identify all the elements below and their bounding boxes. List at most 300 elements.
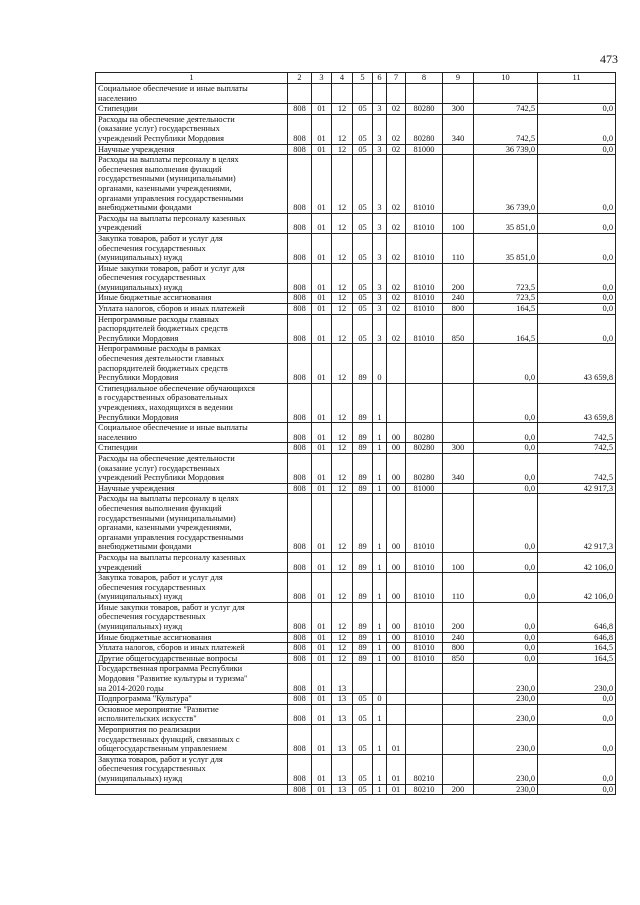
row-name: Подпрограмма "Культура" bbox=[96, 694, 288, 705]
cell-col-4: 13 bbox=[332, 784, 353, 795]
cell-col-7: 00 bbox=[387, 653, 406, 664]
cell-col-2: 808 bbox=[288, 643, 312, 654]
table-row bbox=[96, 725, 616, 755]
column-header-7: 7 bbox=[387, 73, 406, 84]
cell-col-3: 01 bbox=[312, 602, 332, 632]
table-row bbox=[96, 84, 616, 104]
cell-col-10: 35 851,0 bbox=[474, 213, 538, 233]
cell-col-4: 12 bbox=[332, 114, 353, 144]
cell-col-3: 01 bbox=[312, 383, 332, 422]
cell-col-7: 00 bbox=[387, 552, 406, 572]
cell-col-8: 81010 bbox=[406, 552, 443, 572]
cell-col-10: 230,0 bbox=[474, 784, 538, 795]
cell-col-2: 808 bbox=[288, 144, 312, 155]
cell-col-11: 742,5 bbox=[538, 453, 616, 483]
cell-col-3: 01 bbox=[312, 573, 332, 603]
cell-col-4: 12 bbox=[332, 213, 353, 233]
cell-col-9: 850 bbox=[443, 653, 474, 664]
cell-col-2: 808 bbox=[288, 383, 312, 422]
cell-col-10: 0,0 bbox=[474, 602, 538, 632]
cell-col-7: 00 bbox=[387, 443, 406, 454]
cell-col-7 bbox=[387, 344, 406, 383]
cell-col-10: 0,0 bbox=[474, 573, 538, 603]
cell-col-9 bbox=[443, 664, 474, 694]
column-header-4: 4 bbox=[332, 73, 353, 84]
cell-col-8: 81010 bbox=[406, 632, 443, 643]
cell-col-4: 12 bbox=[332, 104, 353, 115]
cell-col-7: 01 bbox=[387, 754, 406, 784]
cell-col-8 bbox=[406, 84, 443, 104]
cell-col-7: 02 bbox=[387, 104, 406, 115]
cell-col-10: 0,0 bbox=[474, 423, 538, 443]
cell-col-2: 808 bbox=[288, 653, 312, 664]
row-name: Стипендии bbox=[96, 443, 288, 454]
row-name: Социальное обеспечение и иные выплаты населению bbox=[96, 84, 288, 104]
cell-col-8: 81010 bbox=[406, 494, 443, 553]
cell-col-4: 12 bbox=[332, 602, 353, 632]
cell-col-10: 230,0 bbox=[474, 664, 538, 694]
cell-col-7: 01 bbox=[387, 784, 406, 795]
cell-col-5: 05 bbox=[353, 694, 373, 705]
column-header-9: 9 bbox=[443, 73, 474, 84]
cell-col-6: 3 bbox=[373, 263, 387, 293]
row-name: Расходы на выплаты персоналу в целях обеспечения выполнения функций государственными (муниципальными) органами, казенными учреждениями, органами управления государственными внебюджетными фондами bbox=[96, 494, 288, 553]
cell-col-8: 81010 bbox=[406, 263, 443, 293]
cell-col-11: 0,0 bbox=[538, 104, 616, 115]
cell-col-2: 808 bbox=[288, 263, 312, 293]
cell-col-3: 01 bbox=[312, 144, 332, 155]
cell-col-5: 89 bbox=[353, 483, 373, 494]
cell-col-7: 00 bbox=[387, 453, 406, 483]
table-row bbox=[96, 483, 616, 494]
cell-col-4: 12 bbox=[332, 233, 353, 263]
cell-col-4: 12 bbox=[332, 453, 353, 483]
row-name: Расходы на выплаты персоналу казенных учреждений bbox=[96, 552, 288, 572]
cell-col-11: 42 917,3 bbox=[538, 483, 616, 494]
cell-col-9: 300 bbox=[443, 443, 474, 454]
cell-col-11: 230,0 bbox=[538, 664, 616, 694]
cell-col-4: 13 bbox=[332, 725, 353, 755]
cell-col-11: 0,0 bbox=[538, 304, 616, 315]
cell-col-7 bbox=[387, 84, 406, 104]
column-header-8: 8 bbox=[406, 73, 443, 84]
cell-col-9: 240 bbox=[443, 293, 474, 304]
cell-col-8: 81000 bbox=[406, 144, 443, 155]
cell-col-4: 13 bbox=[332, 704, 353, 724]
row-name: Социальное обеспечение и иные выплаты населению bbox=[96, 423, 288, 443]
cell-col-11: 0,0 bbox=[538, 213, 616, 233]
cell-col-3: 01 bbox=[312, 443, 332, 454]
cell-col-9 bbox=[443, 144, 474, 155]
cell-col-6: 1 bbox=[373, 423, 387, 443]
cell-col-11: 164,5 bbox=[538, 643, 616, 654]
cell-col-10: 0,0 bbox=[474, 552, 538, 572]
cell-col-11: 0,0 bbox=[538, 694, 616, 705]
row-name: Непрограммные расходы в рамках обеспечения деятельности главных распорядителей бюджетных средств Республики Мордовия bbox=[96, 344, 288, 383]
cell-col-5: 05 bbox=[353, 144, 373, 155]
table-row bbox=[96, 754, 616, 784]
cell-col-9 bbox=[443, 423, 474, 443]
cell-col-5: 05 bbox=[353, 104, 373, 115]
cell-col-4: 12 bbox=[332, 643, 353, 654]
cell-col-5: 05 bbox=[353, 314, 373, 344]
cell-col-11: 0,0 bbox=[538, 114, 616, 144]
table-row bbox=[96, 304, 616, 315]
cell-col-3: 01 bbox=[312, 155, 332, 214]
cell-col-6: 1 bbox=[373, 453, 387, 483]
cell-col-9: 200 bbox=[443, 263, 474, 293]
cell-col-2: 808 bbox=[288, 664, 312, 694]
cell-col-11: 0,0 bbox=[538, 314, 616, 344]
cell-col-2: 808 bbox=[288, 632, 312, 643]
cell-col-6: 0 bbox=[373, 344, 387, 383]
cell-col-8: 81010 bbox=[406, 293, 443, 304]
cell-col-2: 808 bbox=[288, 443, 312, 454]
cell-col-5: 89 bbox=[353, 602, 373, 632]
cell-col-9 bbox=[443, 383, 474, 422]
table-row bbox=[96, 643, 616, 654]
cell-col-7: 00 bbox=[387, 573, 406, 603]
cell-col-8: 81010 bbox=[406, 602, 443, 632]
table-row bbox=[96, 653, 616, 664]
cell-col-8: 80280 bbox=[406, 453, 443, 483]
cell-col-3: 01 bbox=[312, 754, 332, 784]
row-name: Расходы на выплаты персоналу в целях обеспечения выполнения функций государственными (муниципальными) органами, казенными учреждениями, органами управления государственными внебюджетными фондами bbox=[96, 155, 288, 214]
cell-col-8 bbox=[406, 725, 443, 755]
table-row bbox=[96, 293, 616, 304]
cell-col-5: 89 bbox=[353, 653, 373, 664]
cell-col-8: 80210 bbox=[406, 754, 443, 784]
cell-col-6: 1 bbox=[373, 704, 387, 724]
cell-col-3: 01 bbox=[312, 114, 332, 144]
cell-col-4: 12 bbox=[332, 494, 353, 553]
cell-col-5: 89 bbox=[353, 443, 373, 454]
cell-col-3: 01 bbox=[312, 304, 332, 315]
table-row bbox=[96, 443, 616, 454]
cell-col-5: 89 bbox=[353, 494, 373, 553]
cell-col-10: 0,0 bbox=[474, 453, 538, 483]
cell-col-2: 808 bbox=[288, 213, 312, 233]
cell-col-4: 12 bbox=[332, 314, 353, 344]
cell-col-8 bbox=[406, 694, 443, 705]
cell-col-9: 300 bbox=[443, 104, 474, 115]
cell-col-6: 1 bbox=[373, 494, 387, 553]
cell-col-5: 89 bbox=[353, 573, 373, 603]
cell-col-3: 01 bbox=[312, 423, 332, 443]
cell-col-2: 808 bbox=[288, 784, 312, 795]
table-row bbox=[96, 144, 616, 155]
cell-col-2: 808 bbox=[288, 314, 312, 344]
row-name: Уплата налогов, сборов и иных платежей bbox=[96, 643, 288, 654]
cell-col-8: 80280 bbox=[406, 114, 443, 144]
cell-col-8: 81010 bbox=[406, 573, 443, 603]
cell-col-4: 13 bbox=[332, 754, 353, 784]
cell-col-5: 89 bbox=[353, 552, 373, 572]
cell-col-3: 01 bbox=[312, 314, 332, 344]
cell-col-6: 1 bbox=[373, 632, 387, 643]
cell-col-11: 0,0 bbox=[538, 725, 616, 755]
cell-col-2: 808 bbox=[288, 293, 312, 304]
cell-col-2: 808 bbox=[288, 754, 312, 784]
cell-col-4: 12 bbox=[332, 552, 353, 572]
cell-col-6: 1 bbox=[373, 643, 387, 654]
cell-col-11: 0,0 bbox=[538, 233, 616, 263]
cell-col-9 bbox=[443, 704, 474, 724]
cell-col-10: 35 851,0 bbox=[474, 233, 538, 263]
cell-col-11: 0,0 bbox=[538, 704, 616, 724]
cell-col-8: 80280 bbox=[406, 104, 443, 115]
cell-col-8 bbox=[406, 344, 443, 383]
cell-col-9: 110 bbox=[443, 573, 474, 603]
row-name: Мероприятия по реализации государственных функций, связанных с общегосударственным управлением bbox=[96, 725, 288, 755]
cell-col-7: 02 bbox=[387, 314, 406, 344]
header-row bbox=[96, 73, 616, 84]
cell-col-10: 0,0 bbox=[474, 494, 538, 553]
cell-col-6: 1 bbox=[373, 754, 387, 784]
cell-col-5: 05 bbox=[353, 304, 373, 315]
cell-col-5: 05 bbox=[353, 263, 373, 293]
cell-col-4: 12 bbox=[332, 383, 353, 422]
cell-col-2: 808 bbox=[288, 304, 312, 315]
cell-col-10: 164,5 bbox=[474, 304, 538, 315]
cell-col-10 bbox=[474, 84, 538, 104]
cell-col-3: 01 bbox=[312, 494, 332, 553]
table-row bbox=[96, 314, 616, 344]
table-row bbox=[96, 423, 616, 443]
cell-col-8 bbox=[406, 383, 443, 422]
cell-col-9: 800 bbox=[443, 643, 474, 654]
cell-col-7: 00 bbox=[387, 602, 406, 632]
cell-col-10: 230,0 bbox=[474, 754, 538, 784]
cell-col-10: 0,0 bbox=[474, 632, 538, 643]
cell-col-3: 01 bbox=[312, 104, 332, 115]
column-header-1: 1 bbox=[96, 73, 288, 84]
cell-col-11: 43 659,8 bbox=[538, 344, 616, 383]
cell-col-8 bbox=[406, 664, 443, 694]
cell-col-11: 0,0 bbox=[538, 784, 616, 795]
budget-table bbox=[95, 72, 616, 795]
cell-col-11: 43 659,8 bbox=[538, 383, 616, 422]
cell-col-11: 42 917,3 bbox=[538, 494, 616, 553]
cell-col-10: 230,0 bbox=[474, 704, 538, 724]
cell-col-7 bbox=[387, 383, 406, 422]
cell-col-8: 81010 bbox=[406, 304, 443, 315]
cell-col-8: 81010 bbox=[406, 314, 443, 344]
table-row bbox=[96, 784, 616, 795]
cell-col-10: 742,5 bbox=[474, 104, 538, 115]
cell-col-9 bbox=[443, 84, 474, 104]
cell-col-2: 808 bbox=[288, 483, 312, 494]
cell-col-11: 0,0 bbox=[538, 263, 616, 293]
cell-col-4: 12 bbox=[332, 483, 353, 494]
cell-col-10: 742,5 bbox=[474, 114, 538, 144]
cell-col-3: 01 bbox=[312, 293, 332, 304]
cell-col-6: 3 bbox=[373, 104, 387, 115]
cell-col-6: 3 bbox=[373, 155, 387, 214]
table-row bbox=[96, 453, 616, 483]
cell-col-11: 42 106,0 bbox=[538, 552, 616, 572]
row-name: Другие общегосударственные вопросы bbox=[96, 653, 288, 664]
cell-col-5: 89 bbox=[353, 632, 373, 643]
cell-col-5: 05 bbox=[353, 704, 373, 724]
cell-col-4 bbox=[332, 84, 353, 104]
cell-col-6: 1 bbox=[373, 443, 387, 454]
cell-col-11: 646,8 bbox=[538, 632, 616, 643]
cell-col-5: 05 bbox=[353, 233, 373, 263]
cell-col-11: 0,0 bbox=[538, 754, 616, 784]
cell-col-6: 3 bbox=[373, 304, 387, 315]
cell-col-7 bbox=[387, 664, 406, 694]
row-name: Закупка товаров, работ и услуг для обеспечения государственных (муниципальных) нужд bbox=[96, 573, 288, 603]
cell-col-2: 808 bbox=[288, 494, 312, 553]
cell-col-4: 12 bbox=[332, 443, 353, 454]
cell-col-7: 02 bbox=[387, 263, 406, 293]
table-row bbox=[96, 694, 616, 705]
cell-col-3: 01 bbox=[312, 694, 332, 705]
cell-col-8: 81000 bbox=[406, 483, 443, 494]
cell-col-2: 808 bbox=[288, 114, 312, 144]
cell-col-11: 742,5 bbox=[538, 423, 616, 443]
cell-col-8: 81010 bbox=[406, 233, 443, 263]
table-row bbox=[96, 632, 616, 643]
cell-col-7: 00 bbox=[387, 494, 406, 553]
cell-col-3: 01 bbox=[312, 552, 332, 572]
cell-col-11: 0,0 bbox=[538, 293, 616, 304]
cell-col-4: 13 bbox=[332, 664, 353, 694]
cell-col-2: 808 bbox=[288, 233, 312, 263]
row-name: Иные бюджетные ассигнования bbox=[96, 632, 288, 643]
cell-col-9: 800 bbox=[443, 304, 474, 315]
table-row bbox=[96, 573, 616, 603]
cell-col-5: 05 bbox=[353, 754, 373, 784]
column-header-11: 11 bbox=[538, 73, 616, 84]
cell-col-11: 646,8 bbox=[538, 602, 616, 632]
cell-col-5 bbox=[353, 664, 373, 694]
cell-col-3: 01 bbox=[312, 643, 332, 654]
row-name: Уплата налогов, сборов и иных платежей bbox=[96, 304, 288, 315]
cell-col-8: 81010 bbox=[406, 213, 443, 233]
cell-col-3: 01 bbox=[312, 483, 332, 494]
cell-col-7 bbox=[387, 704, 406, 724]
cell-col-7: 02 bbox=[387, 144, 406, 155]
cell-col-8: 81010 bbox=[406, 643, 443, 654]
cell-col-10: 0,0 bbox=[474, 483, 538, 494]
row-name: Стипендиальное обеспечение обучающихся в государственных образовательных учреждениях, находящихся в ведении Республики Мордовия bbox=[96, 383, 288, 422]
cell-col-6: 1 bbox=[373, 784, 387, 795]
cell-col-8: 81010 bbox=[406, 653, 443, 664]
cell-col-2: 808 bbox=[288, 573, 312, 603]
cell-col-9 bbox=[443, 483, 474, 494]
cell-col-10: 230,0 bbox=[474, 694, 538, 705]
cell-col-10: 36 739,0 bbox=[474, 155, 538, 214]
cell-col-7: 00 bbox=[387, 423, 406, 443]
cell-col-2: 808 bbox=[288, 552, 312, 572]
cell-col-7: 01 bbox=[387, 725, 406, 755]
cell-col-3: 01 bbox=[312, 233, 332, 263]
cell-col-8: 80210 bbox=[406, 784, 443, 795]
cell-col-7: 00 bbox=[387, 643, 406, 654]
cell-col-9: 850 bbox=[443, 314, 474, 344]
cell-col-5: 89 bbox=[353, 344, 373, 383]
row-name: Государственная программа Республики Мордовия "Развитие культуры и туризма" на 2014-2020 годы bbox=[96, 664, 288, 694]
row-name: Научные учреждения bbox=[96, 483, 288, 494]
cell-col-8: 80280 bbox=[406, 443, 443, 454]
cell-col-10: 0,0 bbox=[474, 643, 538, 654]
cell-col-6: 1 bbox=[373, 552, 387, 572]
cell-col-6: 1 bbox=[373, 602, 387, 632]
table-row bbox=[96, 114, 616, 144]
row-name: Иные закупки товаров, работ и услуг для обеспечения государственных (муниципальных) нужд bbox=[96, 263, 288, 293]
cell-col-11: 42 106,0 bbox=[538, 573, 616, 603]
cell-col-9 bbox=[443, 725, 474, 755]
column-header-3: 3 bbox=[312, 73, 332, 84]
table-row bbox=[96, 664, 616, 694]
cell-col-9 bbox=[443, 155, 474, 214]
cell-col-7: 02 bbox=[387, 233, 406, 263]
cell-col-4: 12 bbox=[332, 293, 353, 304]
cell-col-5: 05 bbox=[353, 213, 373, 233]
cell-col-8: 81010 bbox=[406, 155, 443, 214]
cell-col-11 bbox=[538, 84, 616, 104]
cell-col-6: 3 bbox=[373, 314, 387, 344]
cell-col-6: 3 bbox=[373, 293, 387, 304]
cell-col-10: 723,5 bbox=[474, 263, 538, 293]
cell-col-4: 12 bbox=[332, 632, 353, 643]
cell-col-2: 808 bbox=[288, 602, 312, 632]
cell-col-9 bbox=[443, 694, 474, 705]
cell-col-6: 3 bbox=[373, 233, 387, 263]
cell-col-6: 1 bbox=[373, 725, 387, 755]
cell-col-9: 200 bbox=[443, 784, 474, 795]
row-name: Расходы на обеспечение деятельности (оказание услуг) государственных учреждений Республики Мордовия bbox=[96, 453, 288, 483]
row-name: Иные бюджетные ассигнования bbox=[96, 293, 288, 304]
cell-col-3: 01 bbox=[312, 704, 332, 724]
row-name: Непрограммные расходы главных распорядителей бюджетных средств Республики Мордовия bbox=[96, 314, 288, 344]
cell-col-3: 01 bbox=[312, 213, 332, 233]
cell-col-4: 13 bbox=[332, 694, 353, 705]
cell-col-6: 1 bbox=[373, 653, 387, 664]
cell-col-10: 230,0 bbox=[474, 725, 538, 755]
cell-col-2: 808 bbox=[288, 344, 312, 383]
table-row bbox=[96, 233, 616, 263]
cell-col-3: 01 bbox=[312, 725, 332, 755]
cell-col-2: 808 bbox=[288, 725, 312, 755]
cell-col-5: 89 bbox=[353, 383, 373, 422]
cell-col-7 bbox=[387, 694, 406, 705]
table-row bbox=[96, 494, 616, 553]
cell-col-6: 3 bbox=[373, 144, 387, 155]
cell-col-11: 0,0 bbox=[538, 144, 616, 155]
cell-col-7: 02 bbox=[387, 114, 406, 144]
row-name: Расходы на выплаты персоналу казенных учреждений bbox=[96, 213, 288, 233]
cell-col-10: 0,0 bbox=[474, 383, 538, 422]
column-header-5: 5 bbox=[353, 73, 373, 84]
cell-col-9 bbox=[443, 494, 474, 553]
row-name: Основное мероприятие "Развитие исполнительских искусств" bbox=[96, 704, 288, 724]
cell-col-11: 0,0 bbox=[538, 155, 616, 214]
cell-col-7: 00 bbox=[387, 483, 406, 494]
cell-col-6 bbox=[373, 664, 387, 694]
cell-col-2: 808 bbox=[288, 423, 312, 443]
cell-col-3: 01 bbox=[312, 453, 332, 483]
cell-col-5: 05 bbox=[353, 784, 373, 795]
table-row bbox=[96, 383, 616, 422]
cell-col-6: 0 bbox=[373, 694, 387, 705]
cell-col-7: 02 bbox=[387, 293, 406, 304]
row-name: Иные закупки товаров, работ и услуг для обеспечения государственных (муниципальных) нужд bbox=[96, 602, 288, 632]
cell-col-6: 1 bbox=[373, 383, 387, 422]
cell-col-5: 05 bbox=[353, 725, 373, 755]
